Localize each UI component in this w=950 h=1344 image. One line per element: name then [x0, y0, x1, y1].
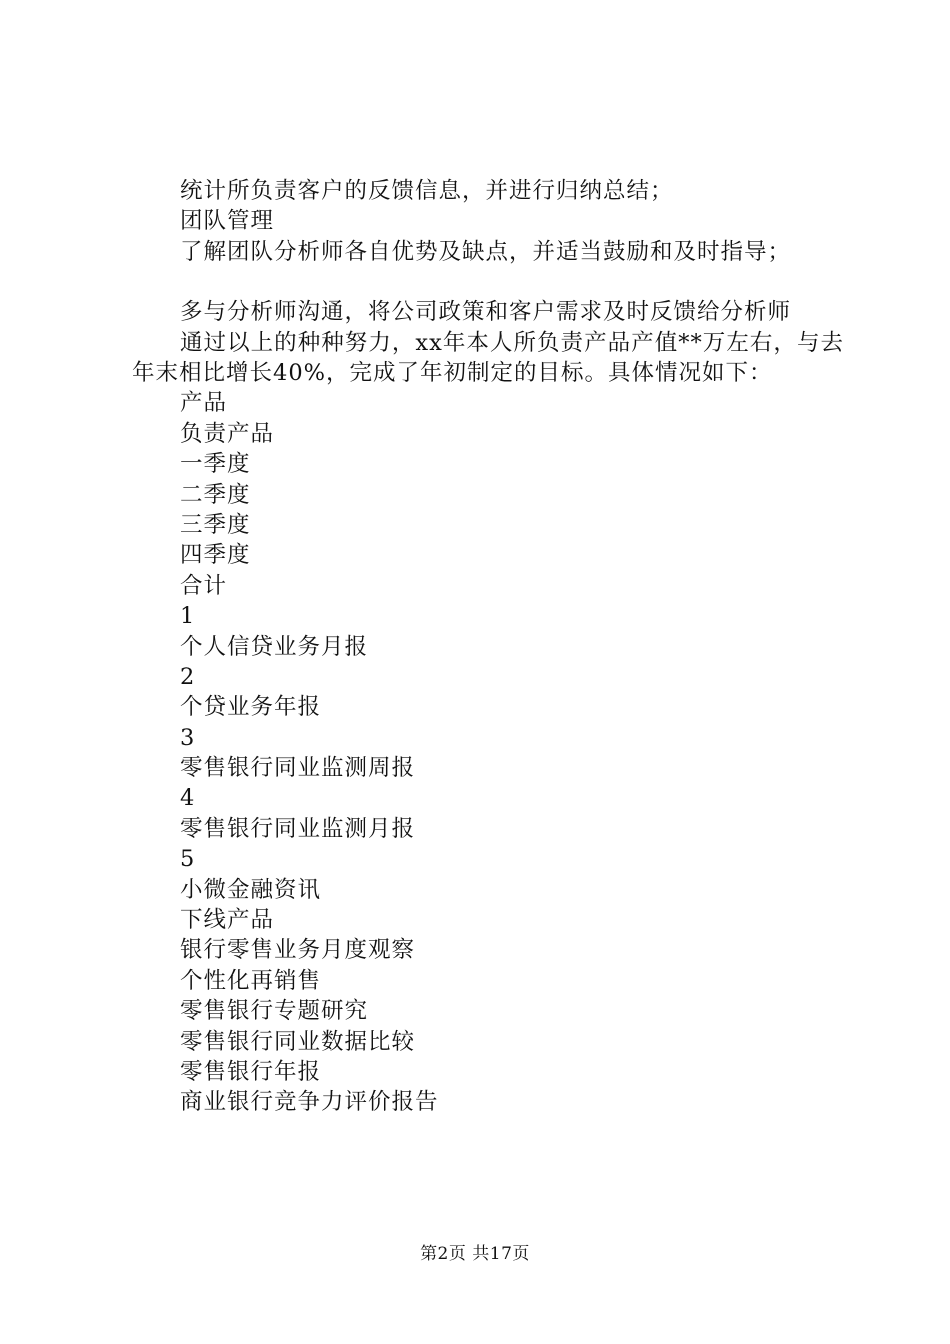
paragraph: 多与分析师沟通，将公司政策和客户需求及时反馈给分析师 [180, 299, 792, 326]
document-body [132, 176, 844, 1118]
page-number-footer: 第2页 共17页 [420, 1244, 530, 1264]
table-cell: 个贷业务年报 [180, 694, 322, 721]
table-cell: 负责产品 [180, 420, 275, 447]
text-line: 了解团队分析师各自优势及缺点，并适当鼓励和及时指导； [180, 238, 792, 265]
table-cell: 零售银行专题研究 [180, 998, 369, 1025]
paragraph: 通过以上的种种努力，xx年本人所负责产品产值**万左右，与去年末相比增长40%，完成了年初制定的目标。具体情况如下： [132, 329, 844, 386]
table-cell: 零售银行同业监测月报 [180, 815, 416, 842]
table-cell: 2 [180, 663, 196, 690]
table-cell: 四季度 [180, 542, 251, 569]
table-cell: 商业银行竞争力评价报告 [180, 1089, 439, 1116]
table-cell: 个性化再销售 [180, 967, 322, 994]
table-cell: 产品 [180, 390, 228, 417]
text-line: 统计所负责客户的反馈信息，并进行归纳总结； [180, 178, 674, 204]
table-cell: 三季度 [180, 511, 251, 538]
section-heading: 团队管理 [180, 208, 275, 235]
table-cell: 零售银行同业监测周报 [180, 755, 416, 782]
table-cell: 一季度 [180, 451, 251, 478]
table-cell: 零售银行年报 [180, 1058, 322, 1085]
table-cell: 3 [180, 724, 196, 751]
table-cell: 5 [180, 846, 196, 873]
table-cell: 二季度 [180, 481, 251, 508]
table-cell: 零售银行同业数据比较 [180, 1028, 416, 1055]
table-cell: 下线产品 [180, 907, 275, 934]
table-cell: 合计 [180, 572, 228, 599]
table-cell: 小微金融资讯 [180, 876, 322, 903]
table-cell: 1 [180, 603, 196, 630]
table-cell: 4 [180, 785, 196, 812]
table-cell: 个人信贷业务月报 [180, 633, 369, 660]
table-cell: 银行零售业务月度观察 [180, 937, 416, 964]
